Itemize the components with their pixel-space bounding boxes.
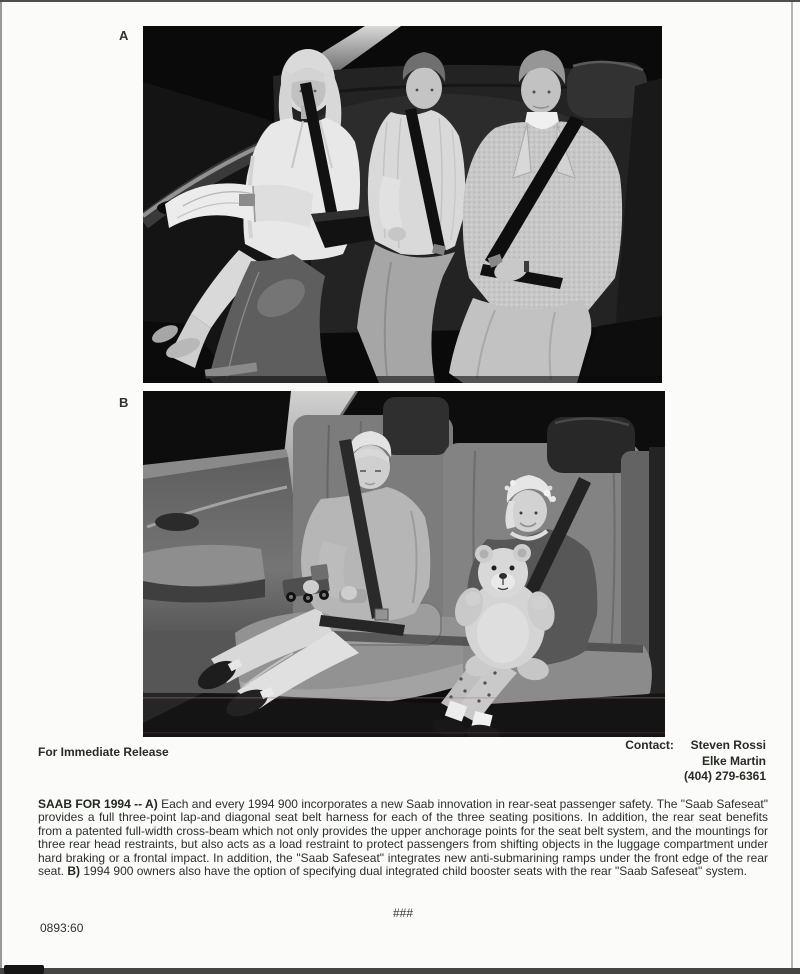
body-segment-heading: SAAB FOR 1994 -- A) bbox=[38, 797, 158, 811]
hand bbox=[341, 586, 357, 600]
body-segment-b-marker: B) bbox=[67, 864, 81, 879]
tweed-jacket bbox=[463, 122, 622, 318]
body-segment-text-1: Each and every 1994 900 incorporates a new Saab innovation in rear-seat passenger safety. The "Saab Safeseat" provides a full three-point lap-and diagonal seat belt harness for each of the three seating positions. In addition, the rear seat benefits from a patented full-width cross-beam which not only provides the upper anchorage points for the seat belt system, and the mountings for three rear head restraints, but also acts as a load restraint to protect passengers from shifting objects in the luggage compartment under hard braking or a frontal impact. In addition, the "Saab Safeseat" integrates new anti-submarining ramps under the front edge of the rear seat. bbox=[38, 797, 769, 879]
contact-name-2: Elke Martin bbox=[701, 753, 766, 768]
doc-code: 0893:60 bbox=[40, 921, 84, 935]
photo-b-label: B bbox=[119, 395, 129, 410]
scan-edge-right bbox=[791, 0, 793, 974]
contact-block bbox=[625, 738, 766, 785]
photo-a-label: A bbox=[119, 28, 129, 43]
photo-b bbox=[143, 391, 665, 737]
hand bbox=[303, 580, 319, 594]
headrest bbox=[383, 397, 449, 455]
contact-phone: (404) 279-6361 bbox=[683, 769, 766, 783]
scan-edge-bottom bbox=[0, 968, 800, 974]
contact-label: Contact: bbox=[625, 738, 674, 752]
scan-edge-left bbox=[0, 0, 2, 974]
photo-a-image bbox=[143, 26, 662, 383]
armrest bbox=[143, 545, 265, 588]
contact-name-1: Steven Rossi bbox=[690, 738, 766, 752]
scan-edge-blob bbox=[4, 965, 44, 974]
bottom-shadow bbox=[143, 376, 662, 383]
door-handle bbox=[155, 513, 199, 531]
photo-b-image bbox=[143, 391, 665, 737]
photo-a bbox=[143, 26, 662, 383]
khaki-trousers bbox=[449, 298, 591, 383]
scan-tint-line bbox=[143, 732, 665, 733]
belt-buckle bbox=[375, 609, 388, 620]
hand bbox=[531, 596, 547, 610]
girl-face bbox=[509, 490, 547, 532]
press-release-paragraph bbox=[38, 798, 768, 878]
scan-edge-top bbox=[0, 0, 800, 2]
release-line: For Immediate Release bbox=[38, 745, 169, 759]
end-mark: ### bbox=[392, 906, 414, 920]
wristwatch bbox=[524, 261, 529, 272]
hand bbox=[465, 592, 481, 606]
scan-tint-line bbox=[143, 697, 665, 699]
body-segment-text-2: 1994 900 owners also have the option of specifying dual integrated child booster seats with the rear "Saab Safeseat" system. bbox=[80, 864, 747, 879]
